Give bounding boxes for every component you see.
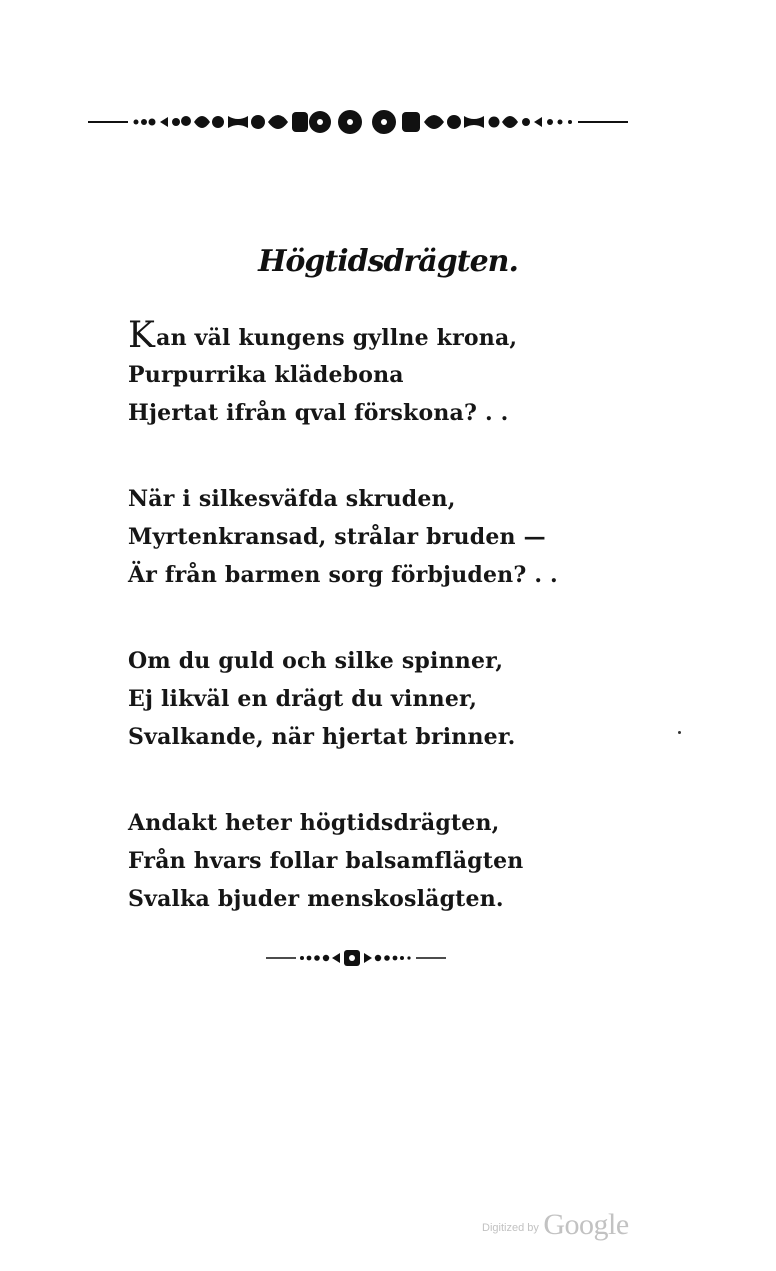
- stanza: [128, 480, 688, 594]
- drop-cap: K: [128, 315, 156, 356]
- poem-line: Myrtenkransad, strålar bruden —: [128, 524, 546, 550]
- ink-speck: [678, 731, 681, 734]
- poem-line: [128, 315, 688, 356]
- poem-title: Högtidsdrägten.: [258, 244, 518, 279]
- stanza: [128, 804, 688, 918]
- poem-line-text: an väl kungens gyllne krona,: [156, 325, 518, 351]
- poem-line: Hjertat ifrån qval förskona? . .: [128, 400, 509, 426]
- poem-body: [128, 315, 688, 966]
- poem-line: Svalka bjuder menskoslägten.: [128, 886, 504, 912]
- digitized-by-google-watermark: [482, 1208, 629, 1242]
- poem-line: När i silkesväfda skruden,: [128, 486, 456, 512]
- poem-line: Andakt heter högtidsdrägten,: [128, 810, 500, 836]
- digitized-label: Digitized by: [482, 1222, 539, 1234]
- poem-line: Svalkande, när hjertat brinner.: [128, 724, 516, 750]
- floral-rule-ornament-icon: [88, 102, 628, 142]
- google-brand: Google: [543, 1208, 629, 1241]
- poem-line: Från hvars follar balsamflägten: [128, 848, 524, 874]
- small-rule-ornament-icon: [266, 947, 446, 969]
- poem-line: Om du guld och silke spinner,: [128, 648, 504, 674]
- poem-line: Är från barmen sorg förbjuden? . .: [128, 562, 558, 588]
- poem-line: Ej likväl en drägt du vinner,: [128, 686, 478, 712]
- poem-line: Purpurrika klädebona: [128, 362, 404, 388]
- stanza: [128, 315, 688, 432]
- stanza: [128, 642, 688, 756]
